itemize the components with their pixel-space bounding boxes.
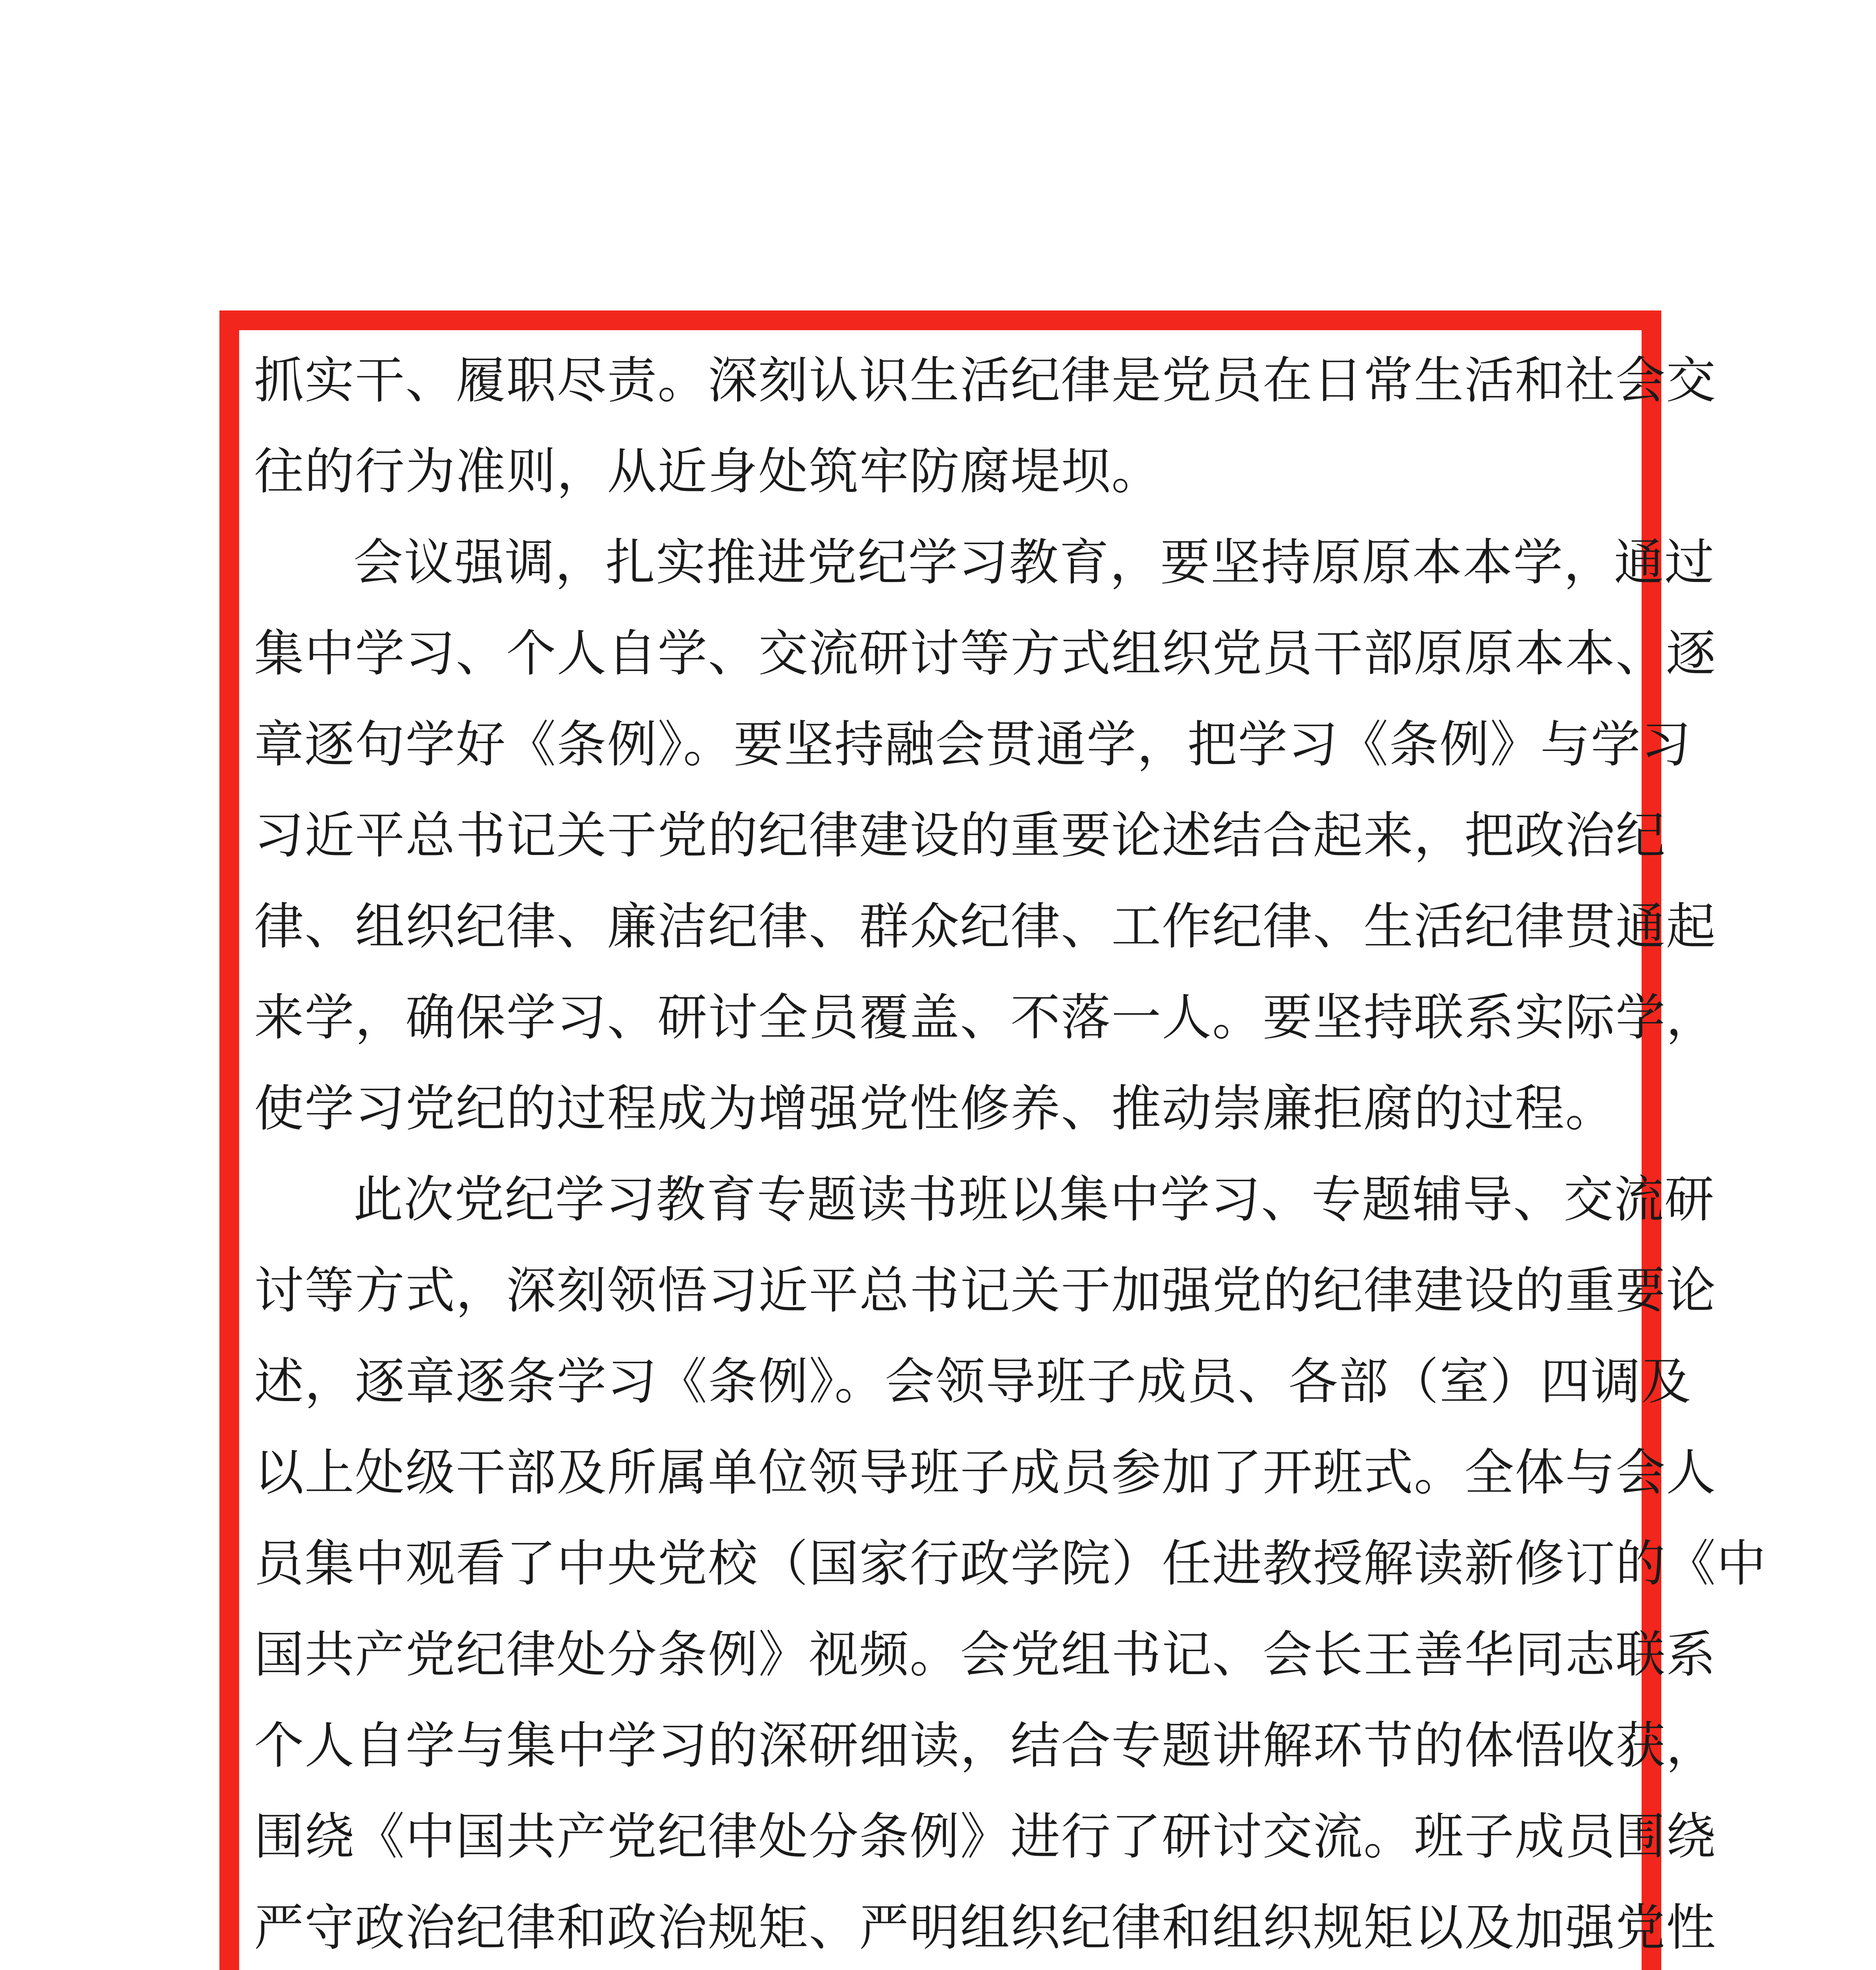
- body-line: 讨等方式，深刻领悟习近平总书记关于加强党的纪律建设的重要论: [254, 1262, 1716, 1320]
- body-line: 员集中观看了中央党校（国家行政学院）任进教授解读新修订的《中: [254, 1535, 1767, 1593]
- body-line: 个人自学与集中学习的深研细读，结合专题讲解环节的体悟收获，: [254, 1717, 1716, 1775]
- body-line: 抓实干、履职尽责。深刻认识生活纪律是党员在日常生活和社会交: [254, 351, 1716, 409]
- body-line: 以上处级干部及所属单位领导班子成员参加了开班式。全体与会人: [254, 1444, 1716, 1502]
- body-line: 往的行为准则，从近身处筑牢防腐堤坝。: [254, 442, 1162, 500]
- body-line: 章逐句学好《条例》。要坚持融会贯通学，把学习《条例》与学习: [254, 716, 1692, 773]
- paragraph-start-line: 会议强调，扎实推进党纪学习教育，要坚持原原本本学，通过: [353, 533, 1715, 591]
- body-line: 述，逐章逐条学习《条例》。会领导班子成员、各部（室）四调及: [254, 1353, 1692, 1411]
- body-line: 律、组织纪律、廉洁纪律、群众纪律、工作纪律、生活纪律贯通起: [254, 898, 1716, 955]
- body-line: 来学，确保学习、研讨全员覆盖、不落一人。要坚持联系实际学，: [254, 989, 1716, 1046]
- body-line: 围绕《中国共产党纪律处分条例》进行了研讨交流。班子成员围绕: [254, 1808, 1716, 1866]
- body-line: 严守政治纪律和政治规矩、严明组织纪律和组织规矩以及加强党性: [254, 1899, 1716, 1957]
- body-line: 国共产党纪律处分条例》视频。会党组书记、会长王善华同志联系: [254, 1626, 1716, 1684]
- body-line: 集中学习、个人自学、交流研讨等方式组织党员干部原原本本、逐: [254, 624, 1716, 682]
- article-body: [254, 335, 1767, 1970]
- body-line: 使学习党纪的过程成为增强党性修养、推动崇廉拒腐的过程。: [254, 1080, 1616, 1137]
- paragraph-start-line: 此次党纪学习教育专题读书班以集中学习、专题辅导、交流研: [353, 1171, 1715, 1228]
- body-line: 习近平总书记关于党的纪律建设的重要论述结合起来，把政治纪: [254, 807, 1666, 864]
